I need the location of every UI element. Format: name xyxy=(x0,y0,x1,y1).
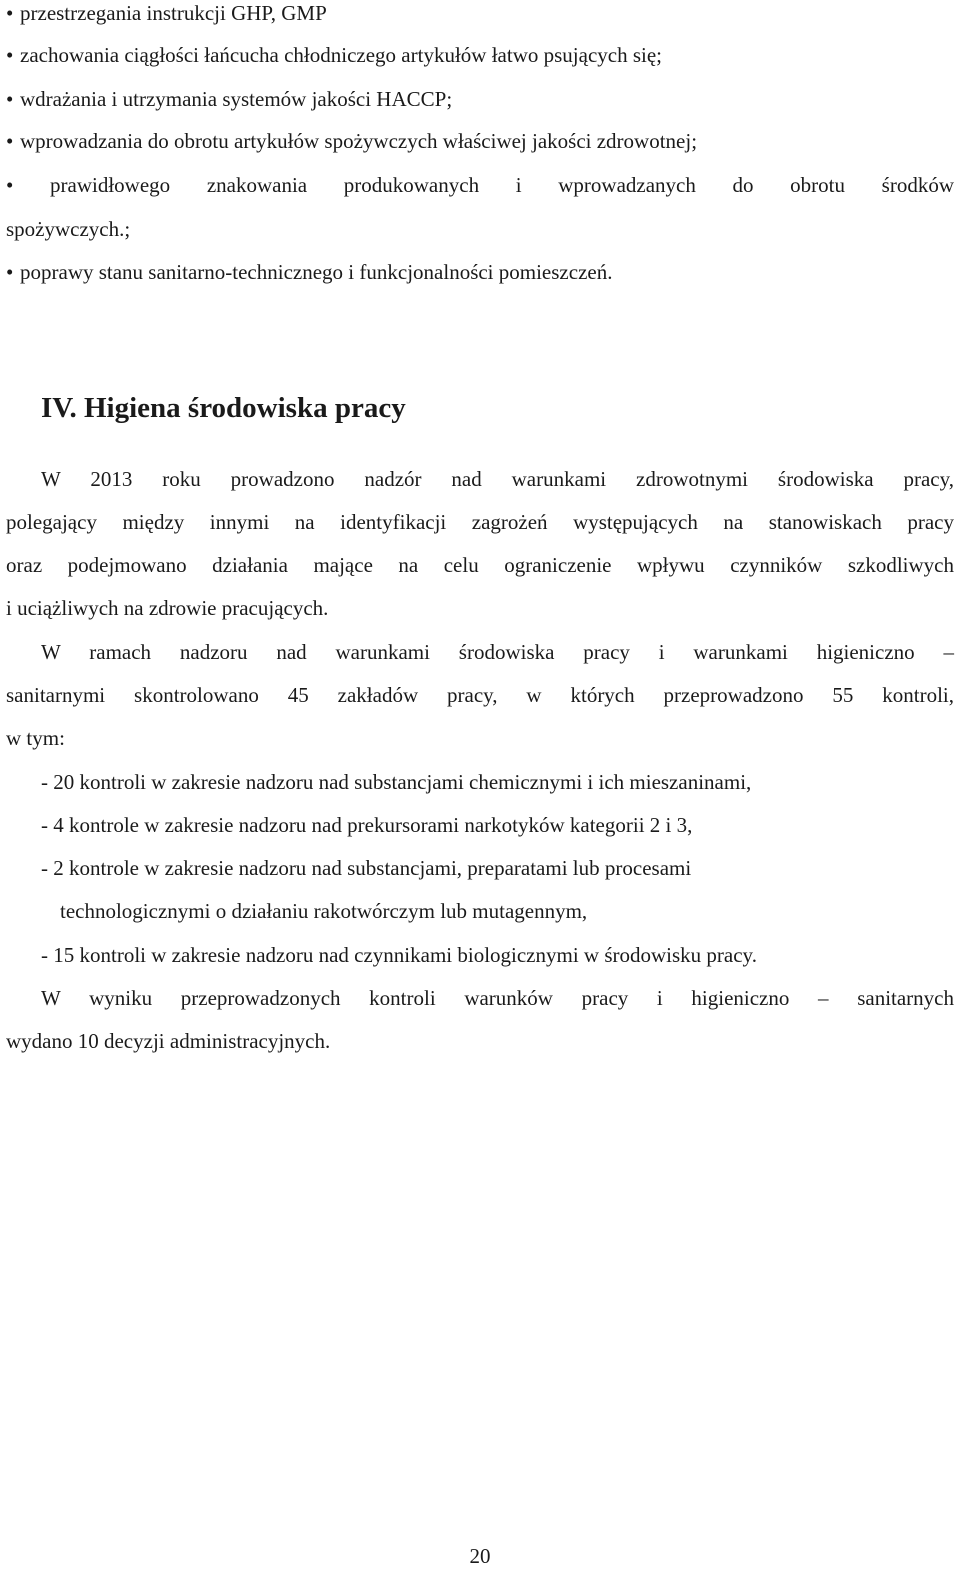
list-item: - 2 kontrole w zakresie nadzoru nad substancjami, preparatami lub procesami xyxy=(41,856,692,880)
bullet-item xyxy=(6,86,954,112)
bullet-item xyxy=(6,259,954,285)
bullet-symbol: • xyxy=(6,43,14,67)
bullet-continuation xyxy=(6,216,954,242)
paragraph-line: sanitarnymi skontrolowano 45 zakładów pracy, w których przeprowadzono 55 kontroli, xyxy=(6,683,954,707)
bullet-symbol: • xyxy=(6,87,14,111)
paragraph-line: i uciążliwych na zdrowie pracujących. xyxy=(6,596,329,620)
paragraph-line: W 2013 roku prowadzono nadzór nad warunkami zdrowotnymi środowiska pracy, xyxy=(41,467,954,491)
list-item: - 15 kontroli w zakresie nadzoru nad czynnikami biologicznymi w środowisku pracy. xyxy=(41,943,757,967)
section-heading: IV. Higiena środowiska pracy xyxy=(41,392,406,424)
list-item-continuation: technologicznymi o działaniu rakotwórczym lub mutagennym, xyxy=(60,899,588,923)
bullet-symbol: • xyxy=(6,173,14,197)
paragraph-line: w tym: xyxy=(6,726,65,750)
list-item: - 20 kontroli w zakresie nadzoru nad substancjami chemicznymi i ich mieszaninami, xyxy=(41,770,752,794)
paragraph-line: wydano 10 decyzji administracyjnych. xyxy=(6,1029,331,1053)
bullet-symbol: • xyxy=(6,1,14,25)
bullet-text: wprowadzania do obrotu artykułów spożywczych właściwej jakości zdrowotnej; xyxy=(20,129,698,153)
bullet-text: spożywczych.; xyxy=(6,217,131,241)
paragraph-line: W wyniku przeprowadzonych kontroli warunków pracy i higieniczno – sanitarnych xyxy=(41,986,954,1010)
bullet-item xyxy=(6,128,954,154)
bullet-text: wdrażania i utrzymania systemów jakości HACCP; xyxy=(20,87,453,111)
paragraph-line: oraz podejmowano działania mające na celu ograniczenie wpływu czynników szkodliwych xyxy=(6,553,954,577)
bullet-symbol: • xyxy=(6,260,14,284)
page-number: 20 xyxy=(469,1544,491,1568)
bullet-item xyxy=(6,0,954,26)
bullet-text: przestrzegania instrukcji GHP, GMP xyxy=(20,1,327,25)
bullet-text: zachowania ciągłości łańcucha chłodniczego artykułów łatwo psujących się; xyxy=(20,43,662,67)
bullet-symbol: • xyxy=(6,129,14,153)
bullet-item xyxy=(6,42,954,68)
bullet-text: prawidłowego znakowania produkowanych i wprowadzanych do obrotu środków xyxy=(50,173,954,197)
bullet-text: poprawy stanu sanitarno-technicznego i funkcjonalności pomieszczeń. xyxy=(20,260,613,284)
paragraph-line: W ramach nadzoru nad warunkami środowiska pracy i warunkami higieniczno – xyxy=(41,640,954,664)
list-item: - 4 kontrole w zakresie nadzoru nad prekursorami narkotyków kategorii 2 i 3, xyxy=(41,813,693,837)
paragraph-line: polegający między innymi na identyfikacji zagrożeń występujących na stanowiskach pracy xyxy=(6,510,954,534)
bullet-item xyxy=(6,172,954,198)
